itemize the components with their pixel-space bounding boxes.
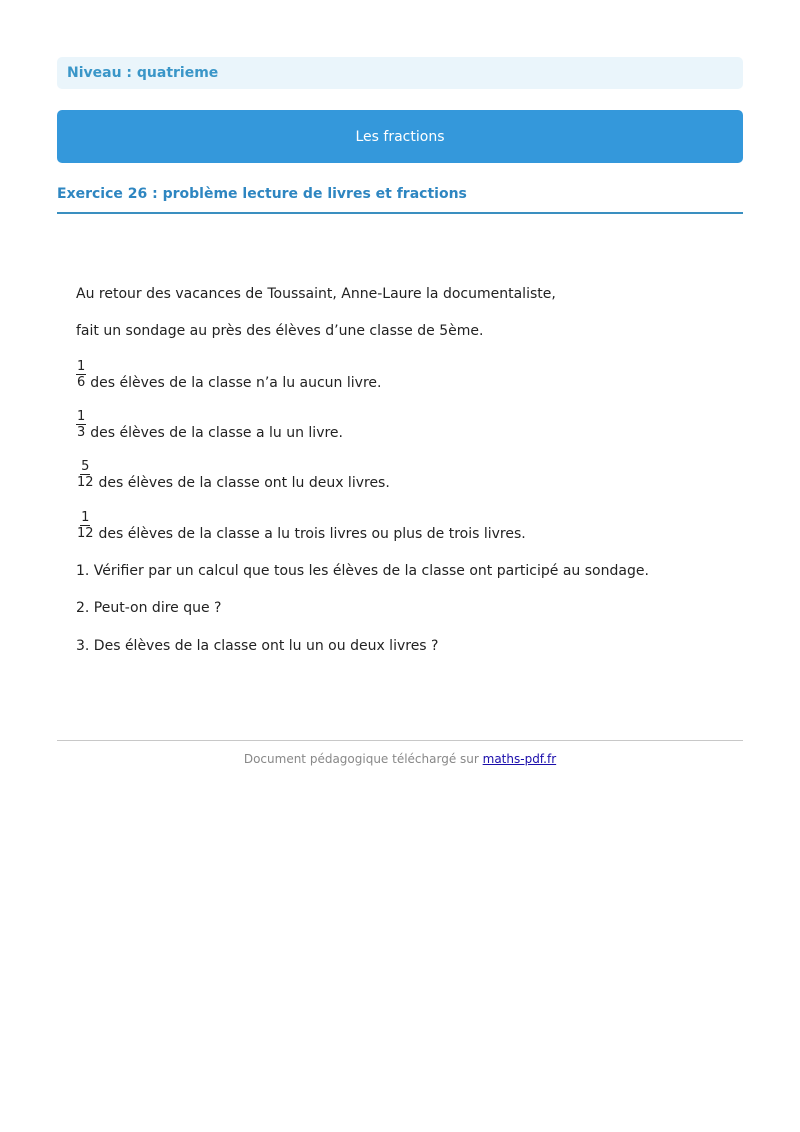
intro-line-2: fait un sondage au près des élèves d’une classe de 5ème. [76,323,484,339]
statement-text: des élèves de la classe ont lu deux livres. [98,474,390,491]
intro-line-1: Au retour des vacances de Toussaint, Anne-Laure la documentaliste, [76,286,556,302]
exercise-title [57,186,743,214]
footer [0,752,800,766]
fraction [76,409,86,440]
fraction-denominator: 12 [77,475,94,490]
fraction [76,510,95,541]
footer-link[interactable]: maths-pdf.fr [482,752,557,766]
exercise-title-text: Exercice 26 : problème lecture de livres et fractions [57,186,467,202]
fraction-denominator: 6 [77,375,86,390]
fraction-numerator: 5 [81,459,90,474]
fraction [76,459,95,490]
fraction-numerator: 1 [77,409,86,424]
statement-4 [76,510,526,541]
statement-1 [76,359,381,390]
level-label [57,57,743,89]
statement-text: des élèves de la classe a lu trois livres ou plus de trois livres. [98,525,526,542]
fraction-numerator: 1 [81,510,90,525]
fraction-denominator: 3 [77,425,86,440]
statement-3 [76,459,390,490]
fraction [76,359,86,390]
statement-text: des élèves de la classe n’a lu aucun livre. [90,374,382,391]
question-3: 3. Des élèves de la classe ont lu un ou deux livres ? [76,638,439,654]
footer-divider [57,740,743,741]
question-1: 1. Vérifier par un calcul que tous les élèves de la classe ont participé au sondage. [76,563,649,579]
statement-2 [76,409,343,440]
footer-text: Document pédagogique téléchargé sur [243,752,483,766]
topic-banner [57,110,743,163]
topic-title: Les fractions [355,128,445,145]
statement-text: des élèves de la classe a lu un livre. [90,424,343,441]
level-text: Niveau : quatrieme [67,65,219,81]
fraction-numerator: 1 [77,359,86,374]
fraction-denominator: 12 [77,526,94,541]
question-2: 2. Peut-on dire que ? [76,600,222,616]
